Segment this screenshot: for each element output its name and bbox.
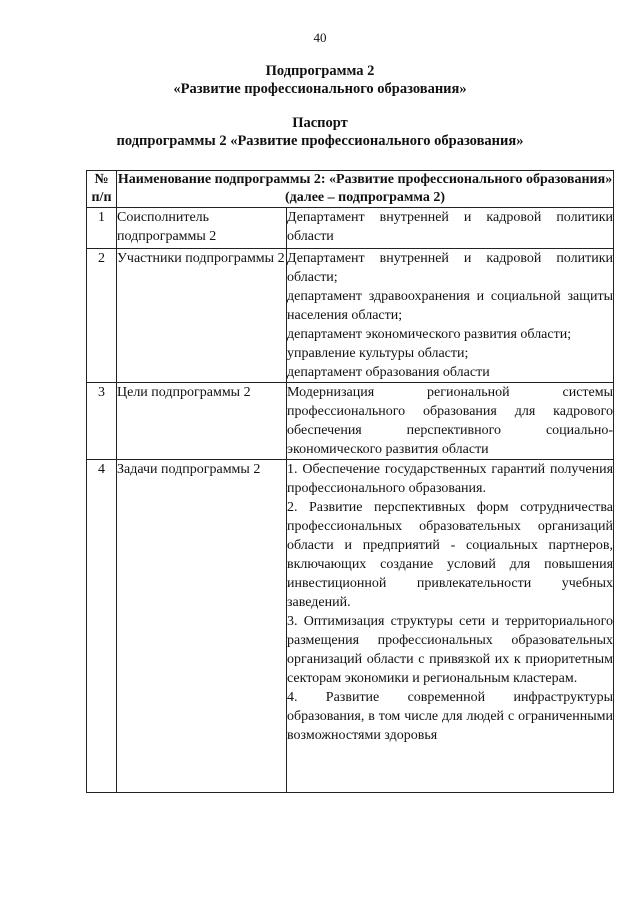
subprogram-title: Подпрограмма 2 — [265, 63, 375, 79]
row-name: Задачи подпрограммы 2 — [117, 460, 287, 793]
table-row — [87, 460, 614, 793]
value-line: департамент образования области — [287, 365, 490, 380]
subprogram-name: «Развитие профессионального образования» — [173, 81, 467, 97]
row-value — [287, 249, 614, 383]
value-line: Модернизация региональной системы профессионального образования для кадрового обеспечения перспективного социально-экономического развития области — [287, 385, 614, 457]
row-number: 2 — [87, 249, 117, 383]
table-header-row — [87, 171, 614, 208]
page-number: 40 — [313, 30, 327, 45]
header-num-cell: № п/п — [87, 171, 117, 208]
value-line: департамент экономического развития области; — [287, 327, 572, 342]
value-line: департамент здравоохранения и социальной защиты населения области; — [287, 289, 614, 323]
value-line: 4. Развитие современной инфраструктуры образования, в том числе для людей с ограниченными возможностями здоровья — [287, 690, 614, 743]
row-number: 4 — [87, 460, 117, 793]
value-line: управление культуры области; — [287, 346, 469, 361]
row-value — [287, 383, 614, 460]
value-line: 3. Оптимизация структуры сети и территориального размещения профессиональных образовательных организаций области с привязкой их к приоритетным секторам экономики и региональным кластерам. — [287, 614, 614, 686]
value-line: 2. Развитие перспективных форм сотрудничества профессиональных образовательных организаций области и предприятий - социальных партнеров, включающих создание условий для повышения инвестиционной привлекательности учебных заведений. — [287, 500, 614, 610]
value-line: 1. Обеспечение государственных гарантий получения профессионального образования. — [287, 462, 614, 496]
row-value — [287, 208, 614, 249]
table-row — [87, 249, 614, 383]
passport-title: Паспорт — [292, 115, 348, 131]
table-row — [87, 208, 614, 249]
row-number: 3 — [87, 383, 117, 460]
passport-subtitle: подпрограммы 2 «Развитие профессионального образования» — [116, 133, 524, 149]
row-name: Соисполнитель подпрограммы 2 — [117, 208, 287, 249]
row-number: 1 — [87, 208, 117, 249]
passport-table — [86, 170, 614, 793]
table-row — [87, 383, 614, 460]
value-line: Департамент внутренней и кадровой политики области; — [287, 251, 614, 285]
row-value — [287, 460, 614, 793]
header-title-cell: Наименование подпрограммы 2: «Развитие профессионального образования» (далее – подпрограмма 2) — [117, 171, 614, 208]
value-line: Департамент внутренней и кадровой политики области — [287, 210, 614, 244]
row-name: Цели подпрограммы 2 — [117, 383, 287, 460]
row-name: Участники подпрограммы 2 — [117, 249, 287, 383]
